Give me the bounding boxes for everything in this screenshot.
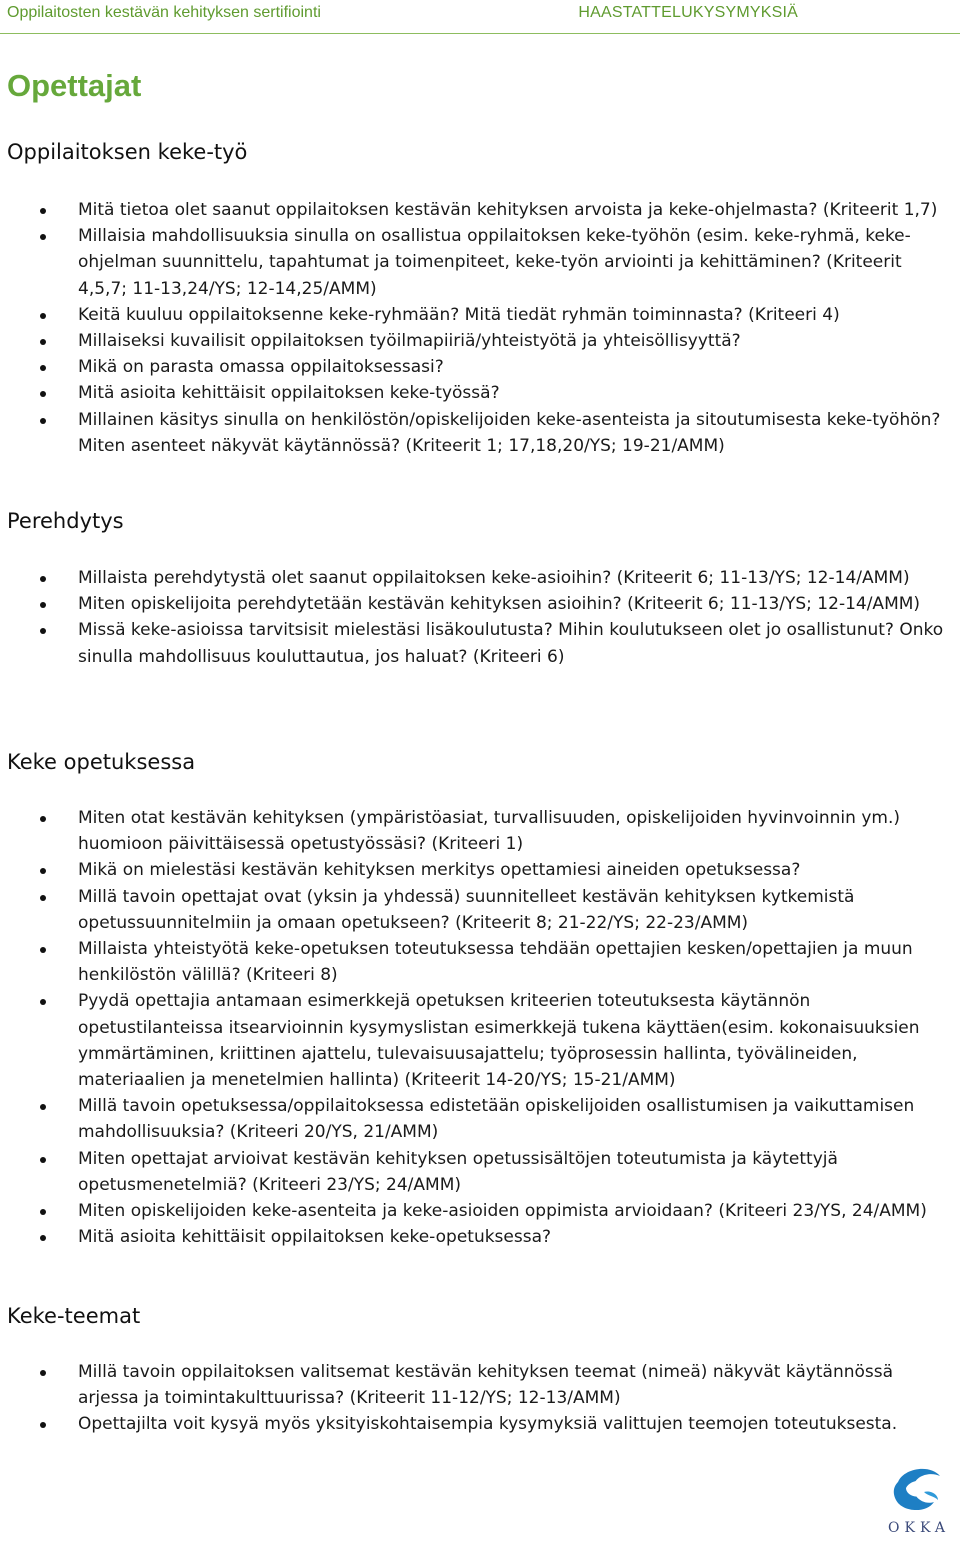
list-item: Miten opiskelijoita perehdytetään kestävän kehityksen asioihin? (Kriteerit 6; 11-13/YS; 12-14/AMM) [0, 591, 960, 617]
list-item: Missä keke-asioissa tarvitsisit mielestäsi lisäkoulutusta? Mihin koulutukseen olet jo osallistunut? Onko sinulla mahdollisuus kouluttautua, jos haluat? (Kriteeri 6) [0, 617, 960, 669]
list-item: Mitä tietoa olet saanut oppilaitoksen kestävän kehityksen arvoista ja keke-ohjelmasta? (Kriteerit 1,7) [0, 197, 960, 223]
list-item: Miten opettajat arvioivat kestävän kehityksen opetussisältöjen toteutumista ja käytettyjä opetusmenetelmiä? (Kriteeri 23/YS; 24/AMM) [0, 1146, 960, 1198]
okka-logo-text: OKKA [888, 1520, 950, 1536]
section-heading-keke-teemat: Keke-teemat [7, 1304, 141, 1328]
list-item: Millä tavoin opetuksessa/oppilaitoksessa edistetään opiskelijoiden osallistumisen ja vaikuttamisen mahdollisuuksia? (Kriteeri 20/YS, 21/AMM) [0, 1093, 960, 1145]
list-item: Millaista perehdytystä olet saanut oppilaitoksen keke-asioihin? (Kriteerit 6; 11-13/YS; 12-14/AMM) [0, 565, 960, 591]
list-item: Keitä kuuluu oppilaitoksenne keke-ryhmään? Mitä tiedät ryhmän toiminnasta? (Kriteeri 4) [0, 302, 960, 328]
okka-logo [884, 1462, 954, 1542]
list-item: Mitä asioita kehittäisit oppilaitoksen keke-työssä? [0, 380, 960, 406]
list-item: Millä tavoin opettajat ovat (yksin ja yhdessä) suunnitelleet kestävän kehityksen kytkemistä opetussuunnitelmiin ja omaan opetukseen? (Kriteerit 8; 21-22/YS; 22-23/AMM) [0, 884, 960, 936]
header-right-text: HAASTATTELUKYSYMYKSIÄ [578, 4, 798, 21]
section-heading-perehdytys: Perehdytys [7, 509, 124, 533]
section-list-keke-teemat [0, 1359, 960, 1438]
list-item: Miten otat kestävän kehityksen (ympäristöasiat, turvallisuuden, opiskelijoiden hyvinvoinnin ym.) huomioon päivittäisessä opetustyössäsi? (Kriteeri 1) [0, 805, 960, 857]
section-list-perehdytys [0, 565, 960, 670]
section-list-keke-tyo [0, 197, 960, 459]
list-item: Millainen käsitys sinulla on henkilöstön/opiskelijoiden keke-asenteista ja sitoutumisesta keke-työhön? Miten asenteet näkyvät käytännössä? (Kriteerit 1; 17,18,20/YS; 19-21/AMM) [0, 407, 960, 459]
list-item: Millaista yhteistyötä keke-opetuksen toteutuksessa tehdään opettajien kesken/opettajien ja muun henkilöstön välillä? (Kriteeri 8) [0, 936, 960, 988]
list-item: Miten opiskelijoiden keke-asenteita ja keke-asioiden oppimista arvioidaan? (Kriteeri 23/YS, 24/AMM) [0, 1198, 960, 1224]
okka-wave-logo-icon [884, 1462, 954, 1520]
list-item: Opettajilta voit kysyä myös yksityiskohtaisempia kysymyksiä valittujen teemojen toteutuksesta. [0, 1411, 960, 1437]
list-item: Mikä on mielestäsi kestävän kehityksen merkitys opettamiesi aineiden opetuksessa? [0, 857, 960, 883]
list-item: Millaisia mahdollisuuksia sinulla on osallistua oppilaitoksen keke-työhön (esim. keke-ryhmä, keke-ohjelman suunnittelu, tapahtumat ja toimenpiteet, keke-työn arviointi ja kehittäminen? (Kriteerit 4,5,7; 11-13,24/YS; 12-14,25/AMM) [0, 223, 960, 302]
page-title: Opettajat [7, 68, 142, 103]
list-item: Millaiseksi kuvailisit oppilaitoksen työilmapiiriä/yhteistyötä ja yhteisöllisyyttä? [0, 328, 960, 354]
list-item: Mikä on parasta omassa oppilaitoksessasi? [0, 354, 960, 380]
section-list-keke-opetuksessa [0, 805, 960, 1250]
header-divider [0, 33, 960, 34]
page-header [0, 0, 960, 32]
section-heading-keke-opetuksessa: Keke opetuksessa [7, 750, 196, 774]
list-item: Mitä asioita kehittäisit oppilaitoksen keke-opetuksessa? [0, 1224, 960, 1250]
header-left-text: Oppilaitosten kestävän kehityksen sertifiointi [7, 4, 321, 21]
section-heading-keke-tyo: Oppilaitoksen keke-työ [7, 140, 248, 164]
list-item: Millä tavoin oppilaitoksen valitsemat kestävän kehityksen teemat (nimeä) näkyvät käytännössä arjessa ja toimintakulttuurissa? (Kriteerit 11-12/YS; 12-13/AMM) [0, 1359, 960, 1411]
list-item: Pyydä opettajia antamaan esimerkkejä opetuksen kriteerien toteutuksesta käytännön opetustilanteissa itsearvioinnin kysymyslistan esimerkkejä tukena käyttäen(esim. kokonaisuuksien ymmärtäminen, kriittinen ajattelu, tulevaisuusajattelu; työprosessin hallinta, työvälineiden, materiaalien ja menetelmien hallinta) (Kriteerit 14-20/YS; 15-21/AMM) [0, 988, 960, 1093]
